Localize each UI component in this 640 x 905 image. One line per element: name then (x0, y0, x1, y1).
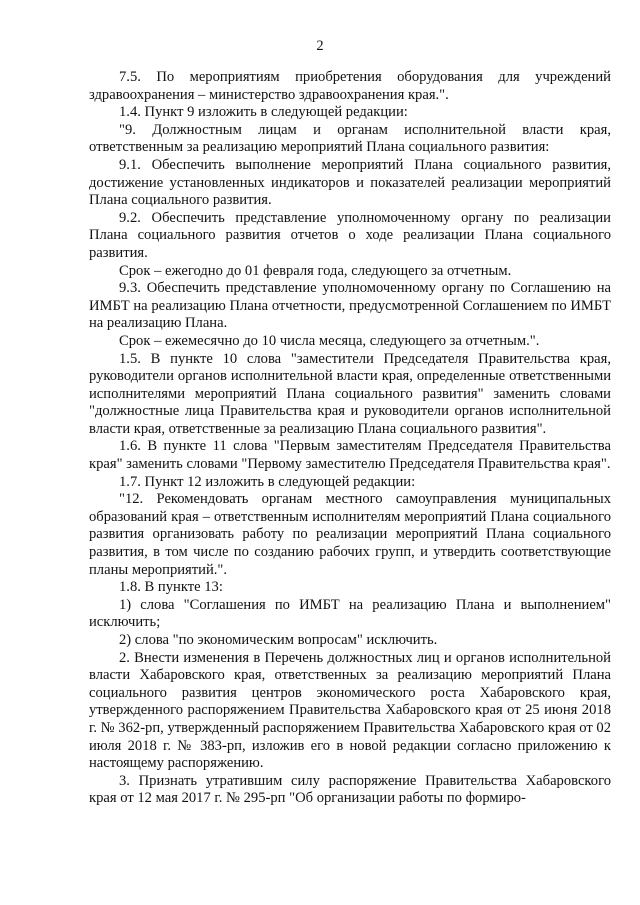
paragraph: 1.4. Пункт 9 изложить в следующей редакции: (119, 104, 408, 121)
document-body (89, 69, 611, 808)
paragraph: 9.3. Обеспечить представление уполномоченному органу по Соглашению на ИМБТ на реализацию Плана отчетности, предусмотренной Соглашением по ИМБТ на реализацию Плана. (89, 280, 611, 332)
paragraph: 1.5. В пункте 10 слова "заместители Председателя Правительства края, руководители органов исполнительной власти края, определенные ответственными исполнителями мероприятий Плана социального развития" заменить словами "должностные лица Правительства края и руководители органов исполнительной власти края, ответственные за реализацию Плана социального развития". (89, 350, 611, 437)
paragraph: "9. Должностным лицам и органам исполнительной власти края, ответственным за реализацию мероприятий Плана социального развития: (89, 121, 611, 156)
paragraph: 1.6. В пункте 11 слова "Первым заместителям Председателя Правительства края" заменить словами "Первому заместителю Председателя Правительства края". (89, 438, 611, 473)
paragraph: Срок – ежегодно до 01 февраля года, следующего за отчетным. (119, 262, 512, 279)
paragraph: 1) слова "Соглашения по ИМБТ на реализацию Плана и выполнением" исключить; (89, 596, 611, 631)
paragraph: 2. Внести изменения в Перечень должностных лиц и органов исполнительной власти Хабаровского края, ответственных за реализацию мероприятий Плана социального развития центров экономического роста Хабаровского края, утвержденного распоряжением Правительства Хабаровского края от 25 июня 2018 г. № 362-рп, утвержденный распоряжением Правительства Хабаровского края от 02 июля 2018 г. № 383-рп, изложив его в новой редакции согласно приложению к настоящему распоряжению. (89, 649, 611, 772)
page-number: 2 (316, 38, 324, 54)
paragraph: 1.8. В пункте 13: (119, 579, 223, 596)
paragraph: 3. Признать утратившим силу распоряжение Правительства Хабаровского края от 12 мая 2017 г. № 295-рп "Об организации работы по формиро- (89, 772, 611, 807)
paragraph: 9.1. Обеспечить выполнение мероприятий Плана социального развития, достижение установленных индикаторов и показателей реализации мероприятий Плана социального развития. (89, 156, 611, 209)
paragraph: Срок – ежемесячно до 10 числа месяца, следующего за отчетным.". (119, 332, 540, 349)
paragraph: "12. Рекомендовать органам местного самоуправления муниципальных образований края – ответственным исполнителям мероприятий Плана социального развития организовать работу по реализации мероприятий Плана социального развития, в том числе по созданию рабочих групп, и утвердить соответствующие планы мероприятий.". (89, 491, 611, 578)
paragraph: 9.2. Обеспечить представление уполномоченному органу по реализации Плана социального развития отчетов о ходе реализации Плана социального развития. (89, 209, 611, 261)
paragraph: 2) слова "по экономическим вопросам" исключить. (119, 632, 438, 648)
paragraph: 7.5. По мероприятиям приобретения оборудования для учреждений здравоохранения – министерство здравоохранения края.". (89, 69, 611, 103)
paragraph: 1.7. Пункт 12 изложить в следующей редакции: (119, 473, 416, 490)
